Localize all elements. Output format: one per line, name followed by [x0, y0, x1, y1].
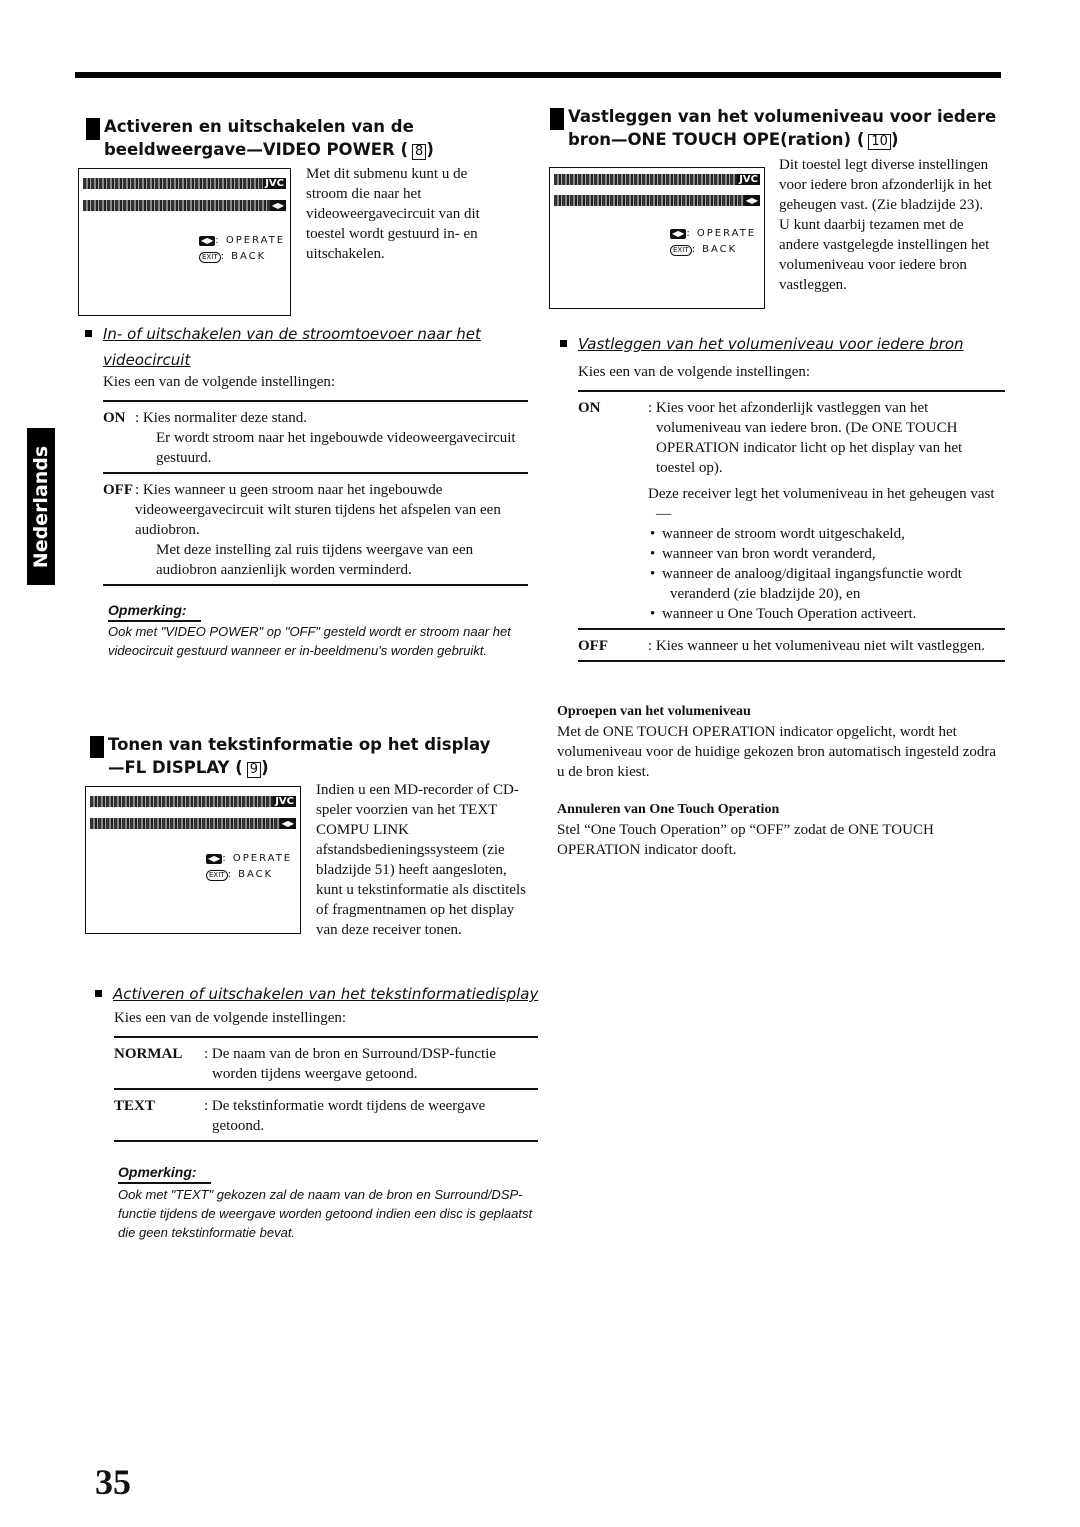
heading-line: beeldweergave—VIDEO POWER (	[104, 140, 409, 159]
one-touch-options	[578, 390, 1005, 662]
option-term: TEXT	[114, 1098, 155, 1114]
choose-text: Kies een van de volgende instellingen:	[578, 364, 811, 380]
bullet-square-icon	[560, 340, 567, 347]
fl-display-intro: Indien u een MD-recorder of CD-speler voorzien van het TEXT COMPU LINK afstandsbedieningssysteem (zie bladzijde 51) heeft aangesloten, kunt u tekstinformatie als disctitels of fragmentnamen op het display van deze receiver tonen.	[316, 782, 526, 938]
cursor-key-icon: ◀▶	[208, 854, 221, 863]
osd-keys	[199, 233, 285, 265]
note-title	[108, 600, 201, 622]
heading-paren: )	[890, 130, 899, 149]
fl-display-subheading	[113, 981, 543, 1007]
option-row-on	[103, 402, 528, 474]
note-title	[118, 1162, 211, 1184]
video-power-options	[103, 400, 528, 586]
jvc-logo: JVC	[739, 174, 758, 185]
option-desc: : Kies voor het afzonderlijk vastleggen van het volumeniveau van iedere bron. (De ONE TOUCH OPERATION indicator licht op het display van het toestel op).	[648, 400, 963, 476]
heading-square-icon	[550, 108, 564, 130]
operate-label: : OPERATE	[215, 235, 286, 246]
exit-key-icon: EXIT	[670, 245, 692, 256]
osd-title-bar	[83, 178, 286, 189]
bullet-square-icon	[85, 330, 92, 337]
option-desc: : Kies wanneer u het volumeniveau niet wilt vastleggen.	[648, 638, 985, 654]
heading-line: —FL DISPLAY (	[108, 758, 243, 777]
osd-screen-one-touch	[549, 167, 765, 309]
subheading-text: Activeren of uitschakelen van het tekstinformatiedisplay	[113, 985, 539, 1003]
video-power-heading	[104, 115, 524, 161]
heading-line: Activeren en uitschakelen van de	[104, 117, 414, 136]
option-term: OFF	[103, 482, 133, 498]
option-desc: : De naam van de bron en Surround/DSP-functie worden tijdens weergave getoond.	[204, 1046, 497, 1082]
cancel-title: Annuleren van One Touch Operation	[557, 802, 780, 817]
osd-setting-bar	[554, 195, 760, 206]
osd-setting-bar	[90, 818, 296, 829]
heading-paren: )	[261, 758, 269, 777]
menu-number-badge: 10	[868, 134, 891, 150]
osd-screen-fl-display	[85, 786, 301, 934]
recall-section	[557, 702, 1002, 782]
osd-title-bar	[90, 796, 296, 807]
heading-paren: )	[426, 140, 434, 159]
page-number: 35	[95, 1462, 131, 1502]
back-label: : BACK	[691, 244, 738, 255]
option-term: ON	[578, 400, 601, 416]
fl-display-options	[114, 1036, 538, 1142]
jvc-logo: JVC	[265, 178, 284, 189]
recall-title: Oproepen van het volumeniveau	[557, 704, 751, 719]
option-row-text	[114, 1090, 538, 1142]
language-tab	[27, 428, 55, 585]
osd-screen-video-power	[78, 168, 291, 316]
back-label: : BACK	[220, 251, 267, 262]
one-touch-heading	[568, 105, 1008, 151]
option-extra: Er wordt stroom naar het ingebouwde videoweergavecircuit gestuurd.	[156, 430, 516, 466]
option-row-on	[578, 392, 1005, 630]
option-row-normal	[114, 1038, 538, 1090]
option-desc: : Kies normaliter deze stand.	[135, 410, 308, 426]
bullet-square-icon	[95, 990, 102, 997]
subheading-text: In- of uitschakelen van de stroomtoevoer naar het videocircuit	[103, 325, 481, 369]
arrows-icon: ◀▶	[271, 201, 284, 210]
option-extra: Deze receiver legt het volumeniveau in het geheugen vast—	[648, 486, 995, 522]
top-rule	[75, 72, 1001, 78]
heading-line: Vastleggen van het volumeniveau voor iedere	[568, 107, 997, 126]
menu-number-badge: 9	[247, 762, 261, 778]
option-term: ON	[103, 410, 126, 426]
operate-label: : OPERATE	[222, 853, 293, 864]
intro-paragraph: Dit toestel legt diverse instellingen voor iedere bron afzonderlijk in het geheugen vast. (Zie bladzijde 23).	[779, 157, 992, 213]
arrows-icon: ◀▶	[745, 196, 758, 205]
osd-title-bar	[554, 174, 760, 185]
choose-text: Kies een van de volgende instellingen:	[103, 374, 336, 390]
back-label: : BACK	[227, 869, 274, 880]
osd-keys	[670, 226, 756, 258]
note-title-text: Opmerking:	[118, 1162, 211, 1184]
fl-display-heading	[108, 733, 528, 779]
option-desc: : Kies wanneer u geen stroom naar het ingebouwde videoweergavecircuit wilt sturen tijdens het afspelen van een audiobron.	[135, 482, 501, 538]
osd-keys	[206, 851, 292, 883]
operate-label: : OPERATE	[686, 228, 757, 239]
list-item: • wanneer de stroom wordt uitgeschakeld,	[670, 524, 1005, 544]
intro-paragraph: U kunt daarbij tezamen met de andere vastgelegde instellingen het volumeniveau voor iedere bron vastleggen.	[779, 217, 990, 293]
heading-square-icon	[86, 118, 100, 140]
cursor-key-icon: ◀▶	[201, 236, 214, 245]
one-touch-subheading	[578, 331, 1008, 357]
one-touch-intro	[779, 155, 994, 295]
heading-line: Tonen van tekstinformatie op het display	[108, 735, 491, 754]
video-power-intro: Met dit submenu kunt u de stroom die naar het videoweergavecircuit van dit toestel wordt gestuurd in- en uitschakelen.	[306, 166, 480, 262]
heading-square-icon	[90, 736, 104, 758]
language-tab-label: Nederlands	[30, 445, 52, 568]
arrows-icon: ◀▶	[281, 819, 294, 828]
option-desc: : De tekstinformatie wordt tijdens de weergave getoond.	[204, 1098, 486, 1134]
subheading-text: Vastleggen van het volumeniveau voor iedere bron	[578, 335, 964, 353]
option-extra: Met deze instelling zal ruis tijdens weergave van een audiobron aanzienlijk worden verminderd.	[156, 542, 474, 578]
option-term: OFF	[578, 638, 608, 654]
list-item: • wanneer de analoog/digitaal ingangsfunctie wordt veranderd (zie bladzijde 20), en	[670, 564, 1005, 604]
option-row-off	[103, 474, 528, 586]
on-bullet-list	[656, 524, 1005, 624]
heading-line: bron—ONE TOUCH OPE(ration) (	[568, 130, 865, 149]
cursor-key-icon: ◀▶	[672, 229, 685, 238]
exit-key-icon: EXIT	[206, 870, 228, 881]
cancel-text: Stel “One Touch Operation” op “OFF” zodat de ONE TOUCH OPERATION indicator dooft.	[557, 822, 934, 858]
list-item: • wanneer u One Touch Operation activeert.	[670, 604, 1005, 624]
choose-text: Kies een van de volgende instellingen:	[114, 1010, 347, 1026]
cancel-section	[557, 800, 977, 860]
video-power-note: Ook met "VIDEO POWER" op "OFF" gesteld wordt er stroom naar het videocircuit gestuurd wanneer er in-beeldmenu's worden gebruikt.	[108, 624, 511, 658]
recall-text: Met de ONE TOUCH OPERATION indicator opgelicht, wordt het volumeniveau voor de huidige gekozen bron automatisch ingesteld zodra u de bron kiest.	[557, 724, 997, 780]
option-row-off	[578, 630, 1005, 662]
osd-setting-bar	[83, 200, 286, 211]
list-item: • wanneer van bron wordt veranderd,	[670, 544, 1005, 564]
note-title-text: Opmerking:	[108, 600, 201, 622]
video-power-subheading	[103, 321, 523, 373]
option-term: NORMAL	[114, 1046, 183, 1062]
menu-number-badge: 8	[412, 144, 426, 160]
exit-key-icon: EXIT	[199, 252, 221, 263]
jvc-logo: JVC	[275, 796, 294, 807]
fl-display-note: Ook met "TEXT" gekozen zal de naam van de bron en Surround/DSP-functie tijdens de weergave worden getoond indien een disc is geplaatst die geen tekstinformatie bevat.	[118, 1187, 533, 1240]
